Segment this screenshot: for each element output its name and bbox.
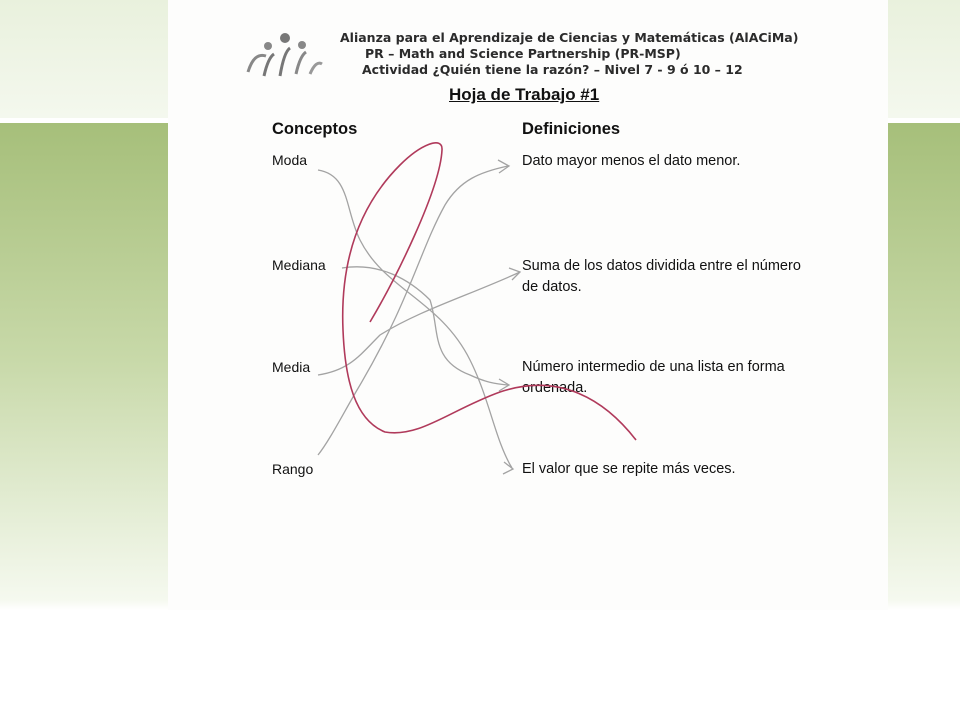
header-organization: Alianza para el Aprendizaje de Ciencias y Matemáticas (AlACiMa) — [340, 30, 799, 45]
line-mediana-to-definition — [342, 267, 508, 385]
red-freehand-line — [343, 143, 636, 440]
concepts-heading: Conceptos — [272, 120, 358, 138]
definition-mediana: Número intermedio de una lista en forma ordenada. — [522, 359, 785, 396]
definition-rango: Dato mayor menos el dato menor. — [522, 153, 741, 169]
definition-media: Suma de los datos dividida entre el número de datos. — [522, 258, 801, 295]
arrowhead-moda — [503, 462, 513, 474]
header-partnership: PR – Math and Science Partnership (PR-MSP) — [365, 46, 681, 61]
concept-rango: Rango — [272, 461, 314, 477]
header-activity: Actividad ¿Quién tiene la razón? – Nivel 7 - 9 ó 10 – 12 — [362, 62, 743, 77]
concept-mediana: Mediana — [272, 257, 326, 273]
worksheet-title: Hoja de Trabajo #1 — [449, 85, 600, 104]
definition-moda: El valor que se repite más veces. — [522, 461, 736, 477]
definitions-heading: Definiciones — [522, 120, 621, 138]
concept-moda: Moda — [272, 152, 308, 168]
line-rango-to-definition — [318, 166, 508, 455]
concept-media: Media — [272, 359, 311, 375]
line-moda-to-definition — [318, 170, 512, 468]
line-media-to-definition — [318, 272, 520, 375]
